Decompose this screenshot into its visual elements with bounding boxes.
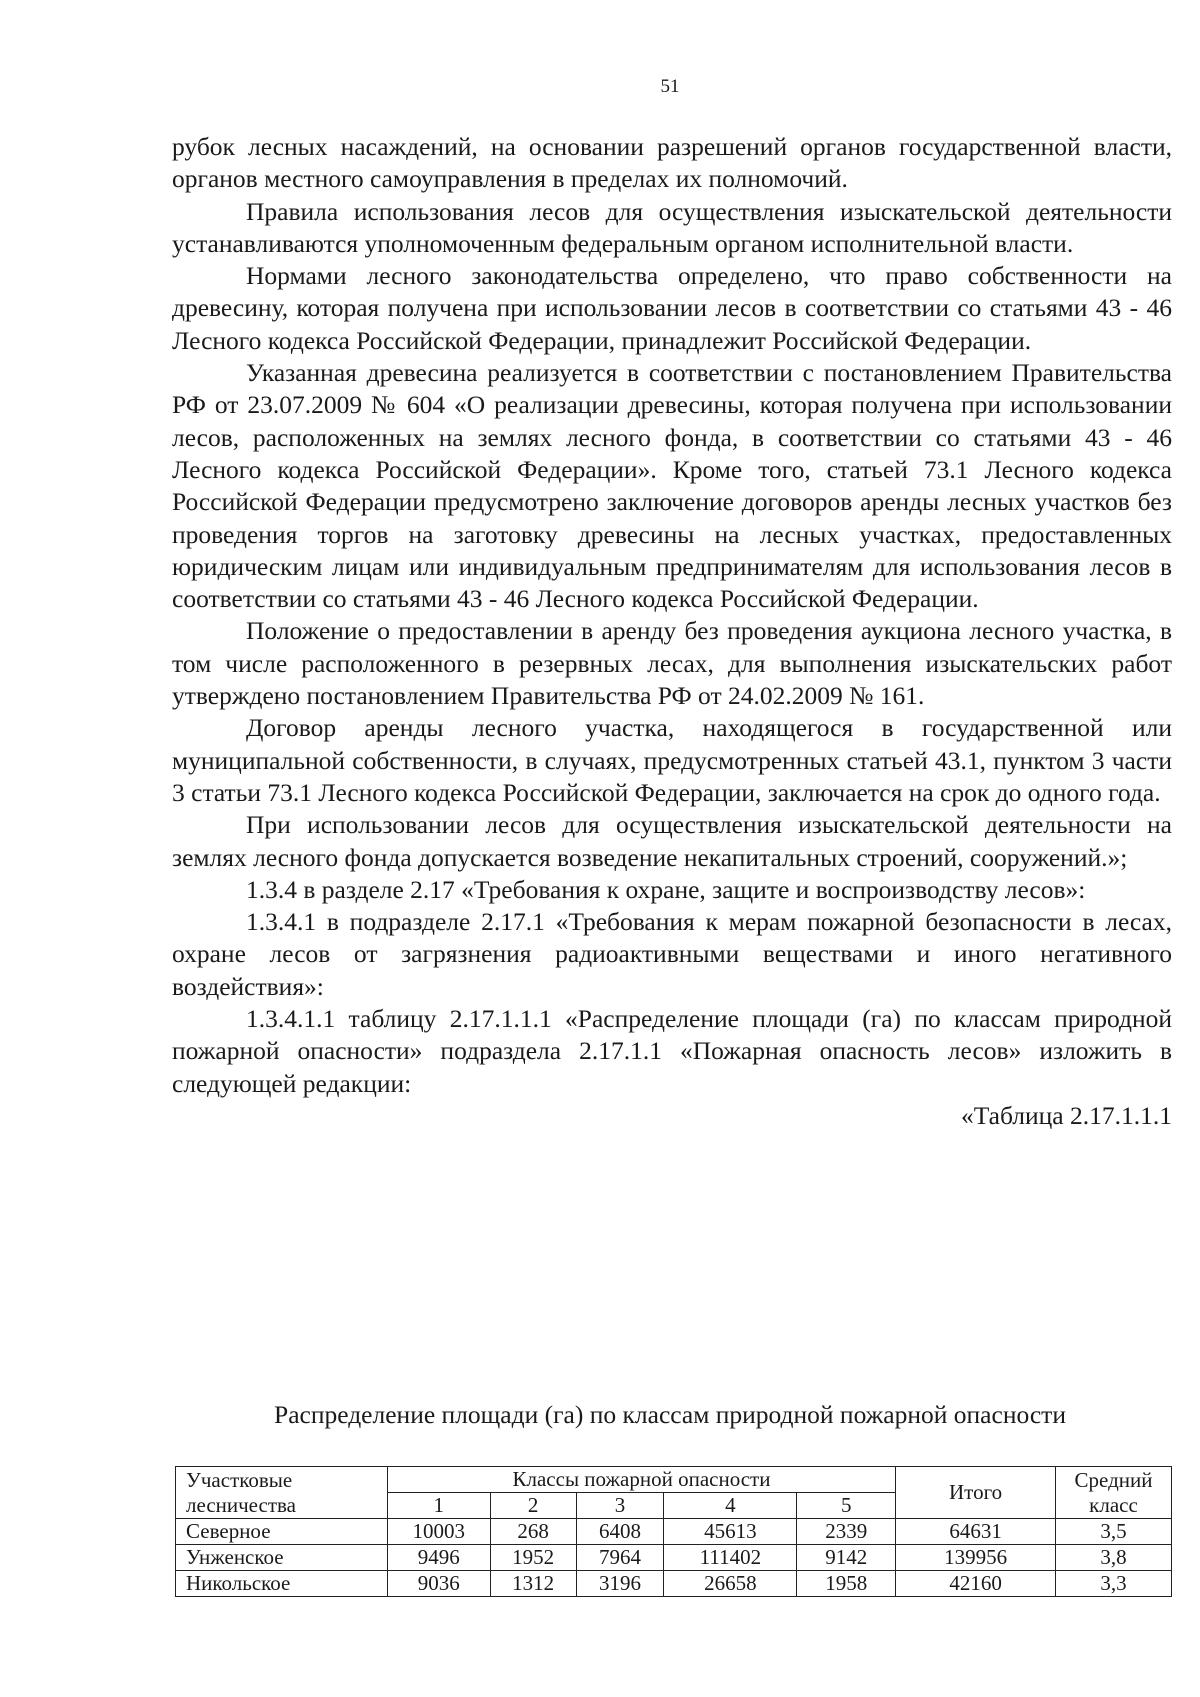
table-title: Распределение площади (га) по классам природной пожарной опасности — [274, 1400, 1066, 1429]
cell-forestry: Унженское — [176, 1545, 388, 1571]
paragraph: 1.3.4 в разделе 2.17 «Требования к охране, защите и воспроизводству лесов»: — [246, 874, 1086, 904]
cell-value: 268 — [490, 1519, 576, 1545]
cell-value: 9142 — [797, 1545, 896, 1571]
paragraph: Правила использования лесов для осуществления изыскательской деятельности устанавливаются уполномоченным федеральным органом исполнительной власти. — [172, 196, 1172, 258]
cell-average: 3,8 — [1055, 1545, 1171, 1571]
cell-total: 42160 — [896, 1571, 1056, 1597]
cell-value: 6408 — [576, 1519, 664, 1545]
paragraph: Указанная древесина реализуется в соответствии с постановлением Правительства РФ от 23.07.2009 № 604 «О реализации древесины, которая получена при использовании лесов, расположенных на землях лесного фонда, в соответствии со статьями 43 - 46 Лесного кодекса Российской Федерации». Кроме того, статьей 73.1 Лесного кодекса Российской Федерации предусмотрено заключение договоров аренды лесных участков без проведения торгов на заготовку древесины на лесных участках, предоставленных юридическим лицам или индивидуальным предпринимателям для использования лесов в соответствии со статьями 43 - 46 Лесного кодекса Российской Федерации. — [172, 358, 1172, 614]
table-row — [176, 1545, 1172, 1571]
cell-value: 45613 — [664, 1519, 797, 1545]
paragraph: рубок лесных насаждений, на основании разрешений органов государственной власти, органов местного самоуправления в пределах их полномочий. — [172, 132, 1172, 194]
header-total: Итого — [896, 1467, 1056, 1519]
cell-value: 3196 — [576, 1571, 664, 1597]
table-header-row — [176, 1467, 1172, 1493]
fire-danger-table — [175, 1466, 1172, 1597]
paragraph: Положение о предоставлении в аренду без проведения аукциона лесного участка, в том числе расположенного в резервных лесах, для выполнения изыскательских работ утверждено постановлением Правительства РФ от 24.02.2009 № 161. — [172, 616, 1172, 711]
table-row — [176, 1571, 1172, 1597]
cell-total: 139956 — [896, 1545, 1056, 1571]
header-average: Средний класс — [1055, 1467, 1171, 1519]
cell-forestry: Никольское — [176, 1571, 388, 1597]
cell-value: 111402 — [664, 1545, 797, 1571]
paragraph: Договор аренды лесного участка, находящегося в государственной или муниципальной собственности, в случаях, предусмотренных статьей 43.1, пунктом 3 части 3 статьи 73.1 Лесного кодекса Российской Федерации, заключается на срок до одного года. — [172, 713, 1172, 807]
header-class-number: 2 — [490, 1493, 576, 1519]
cell-total: 64631 — [896, 1519, 1056, 1545]
header-forestry: Участковые лесничества — [176, 1467, 388, 1519]
header-class-number: 3 — [576, 1493, 664, 1519]
table-row — [176, 1519, 1172, 1545]
cell-value: 7964 — [576, 1545, 664, 1571]
page-number: 51 — [660, 76, 680, 97]
cell-value: 1958 — [797, 1571, 896, 1597]
cell-value: 9036 — [387, 1571, 490, 1597]
paragraph: Нормами лесного законодательства определено, что право собственности на древесину, которая получена при использовании лесов в соответствии со статьями 43 - 46 Лесного кодекса Российской Федерации, принадлежит Российской Федерации. — [172, 261, 1172, 355]
cell-value: 1952 — [490, 1545, 576, 1571]
header-class-number: 5 — [797, 1493, 896, 1519]
cell-forestry: Северное — [176, 1519, 388, 1545]
paragraph: 1.3.4.1.1 таблицу 2.17.1.1.1 «Распределение площади (га) по классам природной пожарной опасности» подраздела 2.17.1.1 «Пожарная опасность лесов» изложить в следующей редакции: — [172, 1004, 1172, 1098]
cell-average: 3,5 — [1055, 1519, 1171, 1545]
cell-value: 1312 — [490, 1571, 576, 1597]
header-class-number: 1 — [387, 1493, 490, 1519]
cell-value: 26658 — [664, 1571, 797, 1597]
paragraph: 1.3.4.1 в подразделе 2.17.1 «Требования к мерам пожарной безопасности в лесах, охране лесов от загрязнения радиоактивными веществами и иного негативного воздействия»: — [172, 907, 1172, 1001]
header-classes: Классы пожарной опасности — [387, 1467, 895, 1493]
header-class-number: 4 — [664, 1493, 797, 1519]
table-label: «Таблица 2.17.1.1.1 — [960, 1100, 1172, 1130]
body-text — [172, 131, 1172, 1132]
cell-value: 10003 — [387, 1519, 490, 1545]
cell-value: 9496 — [387, 1545, 490, 1571]
cell-average: 3,3 — [1055, 1571, 1171, 1597]
cell-value: 2339 — [797, 1519, 896, 1545]
paragraph: При использовании лесов для осуществления изыскательской деятельности на землях лесного фонда допускается возведение некапитальных строений, сооружений.»; — [172, 810, 1172, 872]
